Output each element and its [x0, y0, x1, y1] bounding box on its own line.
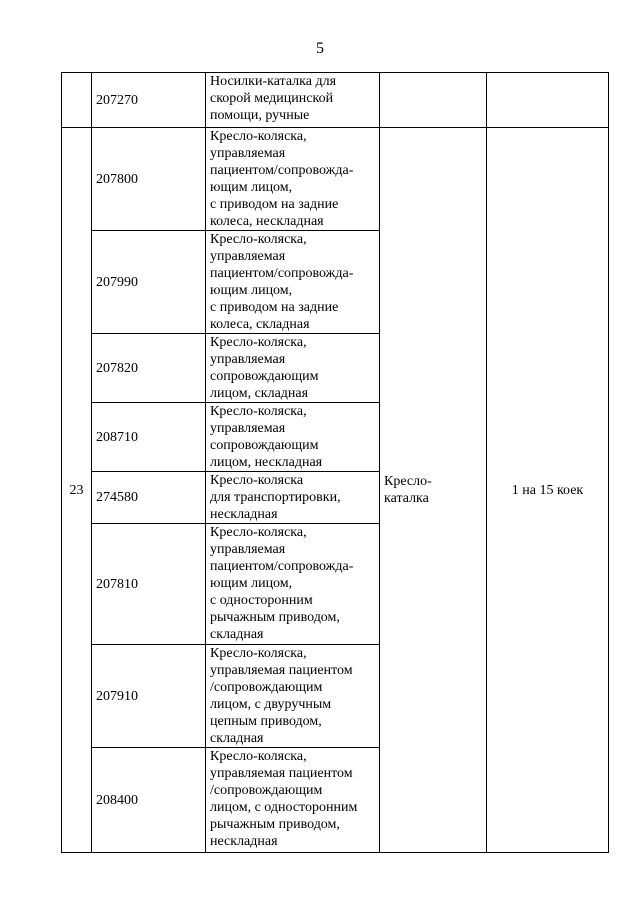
item-code: 207800: [92, 128, 206, 231]
group-norm: 1 на 15 коек: [487, 128, 609, 853]
description-line: лицом, с односторонним: [210, 800, 358, 815]
description-line: цепным приводом,: [210, 714, 322, 729]
description-line: рычажным приводом,: [210, 817, 340, 832]
item-code: 208710: [92, 403, 206, 472]
description-line: лицом, с двуручным: [210, 697, 332, 712]
description-line: с односторонним: [210, 593, 313, 608]
equipment-table: [61, 72, 609, 853]
description-line: скорой медицинской: [210, 91, 334, 106]
item-description: [206, 334, 380, 403]
description-line: Носилки-каталка для: [210, 74, 337, 89]
table-row: [62, 73, 609, 128]
item-description: [206, 231, 380, 334]
item-code: 207810: [92, 524, 206, 645]
description-line: с приводом на задние: [210, 300, 339, 315]
description-line: лицом, нескладная: [210, 455, 323, 470]
group-number: 23: [62, 128, 92, 853]
description-line: помощи, ручные: [210, 108, 310, 123]
item-description: [206, 128, 380, 231]
description-line: для транспортировки,: [210, 490, 341, 505]
row-number-cell: [62, 73, 92, 128]
description-line: рычажным приводом,: [210, 610, 340, 625]
description-line: колеса, нескладная: [210, 214, 324, 229]
table-row: [62, 128, 609, 231]
item-code: 207270: [92, 73, 206, 128]
item-code: 207910: [92, 645, 206, 748]
description-line: управляемая: [210, 352, 286, 367]
description-line: управляемая: [210, 249, 286, 264]
item-description: [206, 524, 380, 645]
description-line: пациентом/сопровожда-: [210, 163, 354, 178]
norm-cell: [487, 73, 609, 128]
description-line: пациентом/сопровожда-: [210, 266, 354, 281]
description-line: управляемая пациентом: [210, 766, 353, 781]
description-line: колеса, складная: [210, 317, 310, 332]
description-line: лицом, складная: [210, 386, 309, 401]
description-line: ющим лицом,: [210, 283, 293, 298]
group-name-cell: [380, 73, 487, 128]
description-line: пациентом/сопровожда-: [210, 559, 354, 574]
group-name-line: каталка: [384, 491, 429, 506]
description-line: Кресло-коляска,: [210, 404, 307, 419]
item-code: 208400: [92, 748, 206, 853]
item-description: [206, 472, 380, 524]
description-line: Кресло-коляска,: [210, 129, 307, 144]
item-code: 207820: [92, 334, 206, 403]
description-line: складная: [210, 627, 264, 642]
description-line: Кресло-коляска,: [210, 749, 307, 764]
description-line: Кресло-коляска,: [210, 525, 307, 540]
description-line: /сопровождающим: [210, 783, 323, 798]
description-line: управляемая: [210, 421, 286, 436]
description-line: сопровождающим: [210, 369, 319, 384]
description-line: складная: [210, 731, 264, 746]
item-description: [206, 748, 380, 853]
page-number: 5: [316, 40, 324, 57]
item-code: 207990: [92, 231, 206, 334]
description-line: управляемая: [210, 146, 286, 161]
item-description: [206, 403, 380, 472]
description-line: нескладная: [210, 834, 278, 849]
description-line: /сопровождающим: [210, 680, 323, 695]
description-line: Кресло-коляска,: [210, 335, 307, 350]
item-description: [206, 645, 380, 748]
description-line: сопровождающим: [210, 438, 319, 453]
description-line: нескладная: [210, 507, 278, 522]
description-line: управляемая: [210, 542, 286, 557]
description-line: Кресло-коляска: [210, 473, 304, 488]
description-line: ющим лицом,: [210, 576, 293, 591]
description-line: с приводом на задние: [210, 197, 339, 212]
group-name-line: Кресло-: [384, 474, 432, 489]
description-line: Кресло-коляска,: [210, 232, 307, 247]
item-description: [206, 73, 380, 128]
description-line: ющим лицом,: [210, 180, 293, 195]
item-code: 274580: [92, 472, 206, 524]
group-name: [380, 128, 487, 853]
description-line: управляемая пациентом: [210, 663, 353, 678]
description-line: Кресло-коляска,: [210, 646, 307, 661]
